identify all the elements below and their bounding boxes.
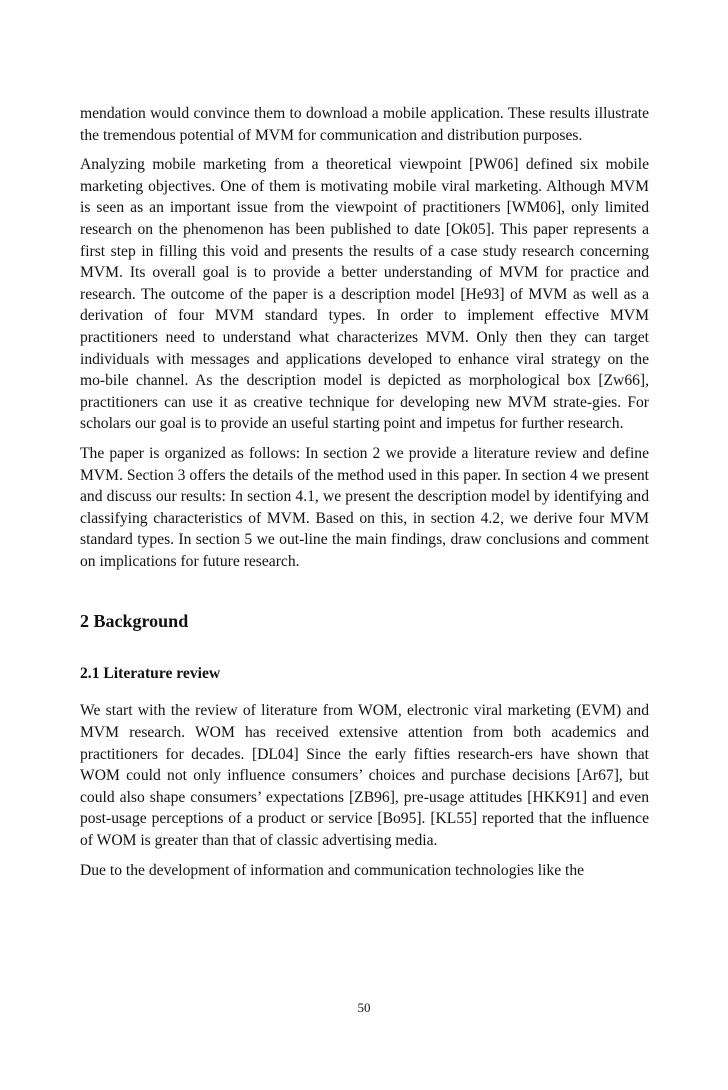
paragraph-literature: We start with the review of literature from WOM, electronic viral marketing (EVM) and MVM research. WOM has received extensive attention from both academics and practitioners for decades. [DL04] Since the early fifties research-ers have shown that WOM could not only influence consumers’ choices and purchase decisions [Ar67], but could also shape consumers’ expectations [ZB96], pre-usage attitudes [HKK91] and even post-usage perceptions of a product or service [Bo95]. [KL55] reported that the influence of WOM is greater than that of classic advertising media. xyxy=(80,702,649,850)
page-number: 50 xyxy=(357,1000,371,1015)
subsection-heading-literature-review: 2.1 Literature review xyxy=(80,665,221,683)
page-body xyxy=(80,103,649,881)
paragraph-objectives: Analyzing mobile marketing from a theoretical viewpoint [PW06] defined six mobile marketing objectives. One of them is motivating mobile viral marketing. Although MVM is seen as an important issue from the viewpoint of practitioners [WM06], only limited research on the phenomenon has been published to date [Ok05]. This paper represents a first step in filling this void and presents the results of a case study research concerning MVM. Its overall goal is to provide a better understanding of MVM for practice and research. The outcome of the paper is a description model [He93] of MVM as well as a derivation of four MVM standard types. In order to implement effective MVM practitioners need to understand what characterizes MVM. Only then they can target individuals with messages and applications developed to enhance viral strategy on the mo-bile channel. As the description model is depicted as morphological box [Zw66], practitioners can use it as creative technique for developing new MVM strate-gies. For scholars our goal is to provide an useful starting point and impetus for further research. xyxy=(80,156,649,433)
paragraph-ict: Due to the development of information and communication technologies like the xyxy=(80,861,585,879)
section-heading-background: 2 Background xyxy=(80,611,189,632)
paragraph-organization: The paper is organized as follows: In section 2 we provide a literature review and define MVM. Section 3 offers the details of the method used in this paper. In section 4 we present and discuss our results: In section 4.1, we present the description model by identifying and classifying characteristics of MVM. Based on this, in section 4.2, we derive four MVM standard types. In section 5 we out-line the main findings, draw conclusions and comment on implications for future research. xyxy=(80,444,649,570)
paragraph-continuation: mendation would convince them to download a mobile application. These results illustrate the tremendous potential of MVM for communication and distribution purposes. xyxy=(80,105,649,144)
